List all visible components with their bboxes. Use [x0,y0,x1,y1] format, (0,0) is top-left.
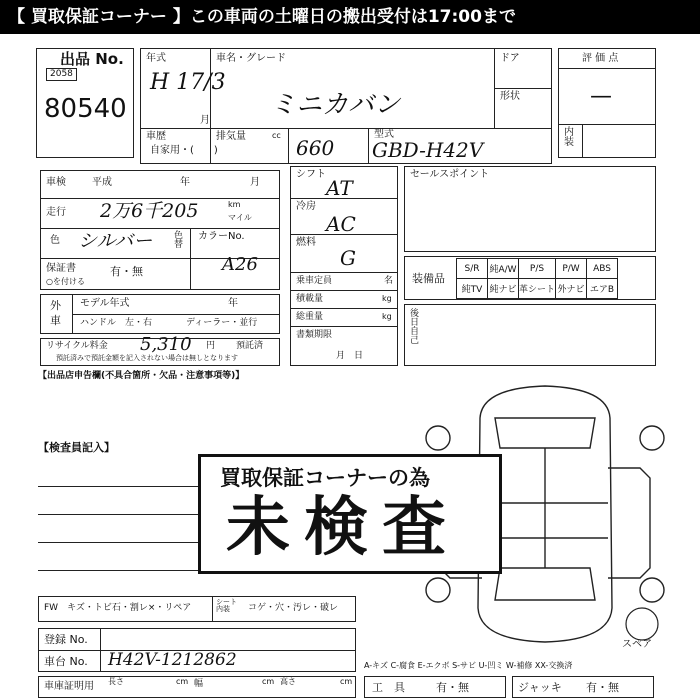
color-value: シルバー [78,230,153,252]
sales-point-label: セールスポイント [410,169,490,180]
cert-unit-2: cm [262,677,275,686]
fuel-label: 燃料 [296,237,316,248]
tools-label: 工 具 [372,681,405,694]
tools-value: 有・無 [436,681,469,694]
capacity-unit: 名 [384,276,394,286]
history-value: 自家用・( ) [150,145,218,156]
mileage-label: 走行 [46,207,66,218]
equipment-options [456,258,618,299]
option-cell: エアB [587,279,618,299]
cert-length: 長さ [108,677,124,686]
mileage-km: km [228,200,241,209]
shaken-year: 年 [180,177,190,188]
stamp-line2: 未検査 [226,491,460,565]
model-year-label: モデル年式 [80,298,130,309]
option-cell: 純ナビ [488,279,519,299]
equipment-label: 装備品 [412,272,445,285]
option-cell: P/S [519,259,556,279]
inspector-label: 【検査員記入】 [38,441,115,454]
grade-label: 評 価 点 [582,53,619,64]
ac-value: AC [326,212,356,236]
recycle-value: 5,310 [140,334,192,355]
cert-height: 高さ [280,677,296,686]
option-cell: S/R [457,259,488,279]
displacement-label: 排気量 [216,131,246,142]
mileage-mile: マイル [228,213,252,222]
recycle-unit: 円 [206,341,216,351]
month-suffix: 月 [200,115,210,126]
displacement-unit: cc [272,131,281,140]
gross-unit: kg [382,312,392,321]
mileage-value: 2万6千205 [100,200,199,222]
model-value: GBD-H42V [372,138,484,162]
shaken-label: 車検 [46,177,66,188]
lot-badge: 2058 [46,68,77,81]
seat-label: シート内装 [216,598,237,613]
fuel-value: G [340,246,356,270]
history-label: 車歴 [146,131,166,142]
color-no-label: カラーNo. [198,231,245,242]
option-cell: 純A/W [488,259,519,279]
recycle-note: 預託済みで預託金額を記入されない場合は無しとなります [56,354,238,362]
header-banner: 【 買取保証コーナー 】この車両の土曜日の搬出受付は17:00まで [0,0,700,34]
reg-label: 登録 No. [44,633,88,646]
capacity-label: 乗車定員 [296,276,333,286]
car-name: ミニカバン [270,90,401,120]
year-label: 年式 [146,53,166,64]
shaken-era: 平成 [92,177,112,188]
docs-label: 書類期限 [296,330,333,340]
color-label: 色 [50,235,60,246]
interior-label: 内装 [564,127,574,148]
legend-codes: A-キズ C-腐食 E-エクボ S-サビ U-凹ミ W-補修 XX-交換済 [364,661,573,670]
color-change-label: 色替 [174,231,184,250]
notes-label: 後日自己 [410,309,420,346]
model-year-suffix: 年 [228,298,238,309]
warranty-value: 有・無 [110,265,143,278]
import-label: 外車 [50,299,61,328]
name-label: 車名・グレード [216,53,286,64]
option-cell: 純TV [457,279,488,299]
seller-notes-label: 【出品店申告欄(不具合箇所・欠品・注意事項等)】 [38,371,245,381]
chassis-value: H42V-1212862 [108,650,237,670]
option-cell: 外ナビ [556,279,587,299]
jack-value: 有・無 [586,681,619,694]
color-no-value: A26 [222,254,258,275]
notes-box [404,304,656,366]
docs-unit: 月 日 [336,351,364,361]
option-cell: 革シート [519,279,556,299]
lot-number: 80540 [44,94,127,124]
fw-label: FW キズ・トビ石・割レ×・リペア [44,603,192,613]
lot-label: 出品 No. [60,50,124,68]
stamp-line1: 買取保証コーナーの為 [220,466,430,490]
cert-width: 幅 [194,679,204,689]
dealer-label: ディーラー・並行 [186,318,258,328]
warranty-note: ○を付ける [46,277,85,286]
warranty-label: 保証書 [46,263,76,274]
option-cell: P/W [556,259,587,279]
shift-label: シフト [296,169,326,180]
seat-value: コゲ・穴・汚レ・破レ [248,603,339,613]
recycle-status: 預託済 [236,341,264,351]
grade-value: — [590,84,612,109]
shaken-month: 月 [250,177,260,188]
cert-unit-1: cm [176,677,189,686]
door-label: ドア [500,53,520,64]
chassis-label: 車台 No. [44,655,88,668]
recycle-label: リサイクル料金 [46,341,108,351]
model-label: 型式 [374,129,394,140]
gross-label: 総重量 [296,312,324,322]
shift-value: AT [326,176,353,200]
cert-unit-3: cm [340,677,353,686]
handle-label: ハンドル 左・右 [80,318,153,328]
cert-label: 車庫証明用 [44,681,94,692]
load-unit: kg [382,294,392,303]
ac-label: 冷房 [296,201,316,212]
displacement-value: 660 [296,136,335,160]
jack-label: ジャッキ [518,681,562,694]
load-label: 積載量 [296,294,324,304]
option-cell: ABS [587,259,618,279]
year-value: H 17/3 [150,70,226,95]
shape-label: 形状 [500,91,520,102]
spare-label: スペア [622,639,652,650]
